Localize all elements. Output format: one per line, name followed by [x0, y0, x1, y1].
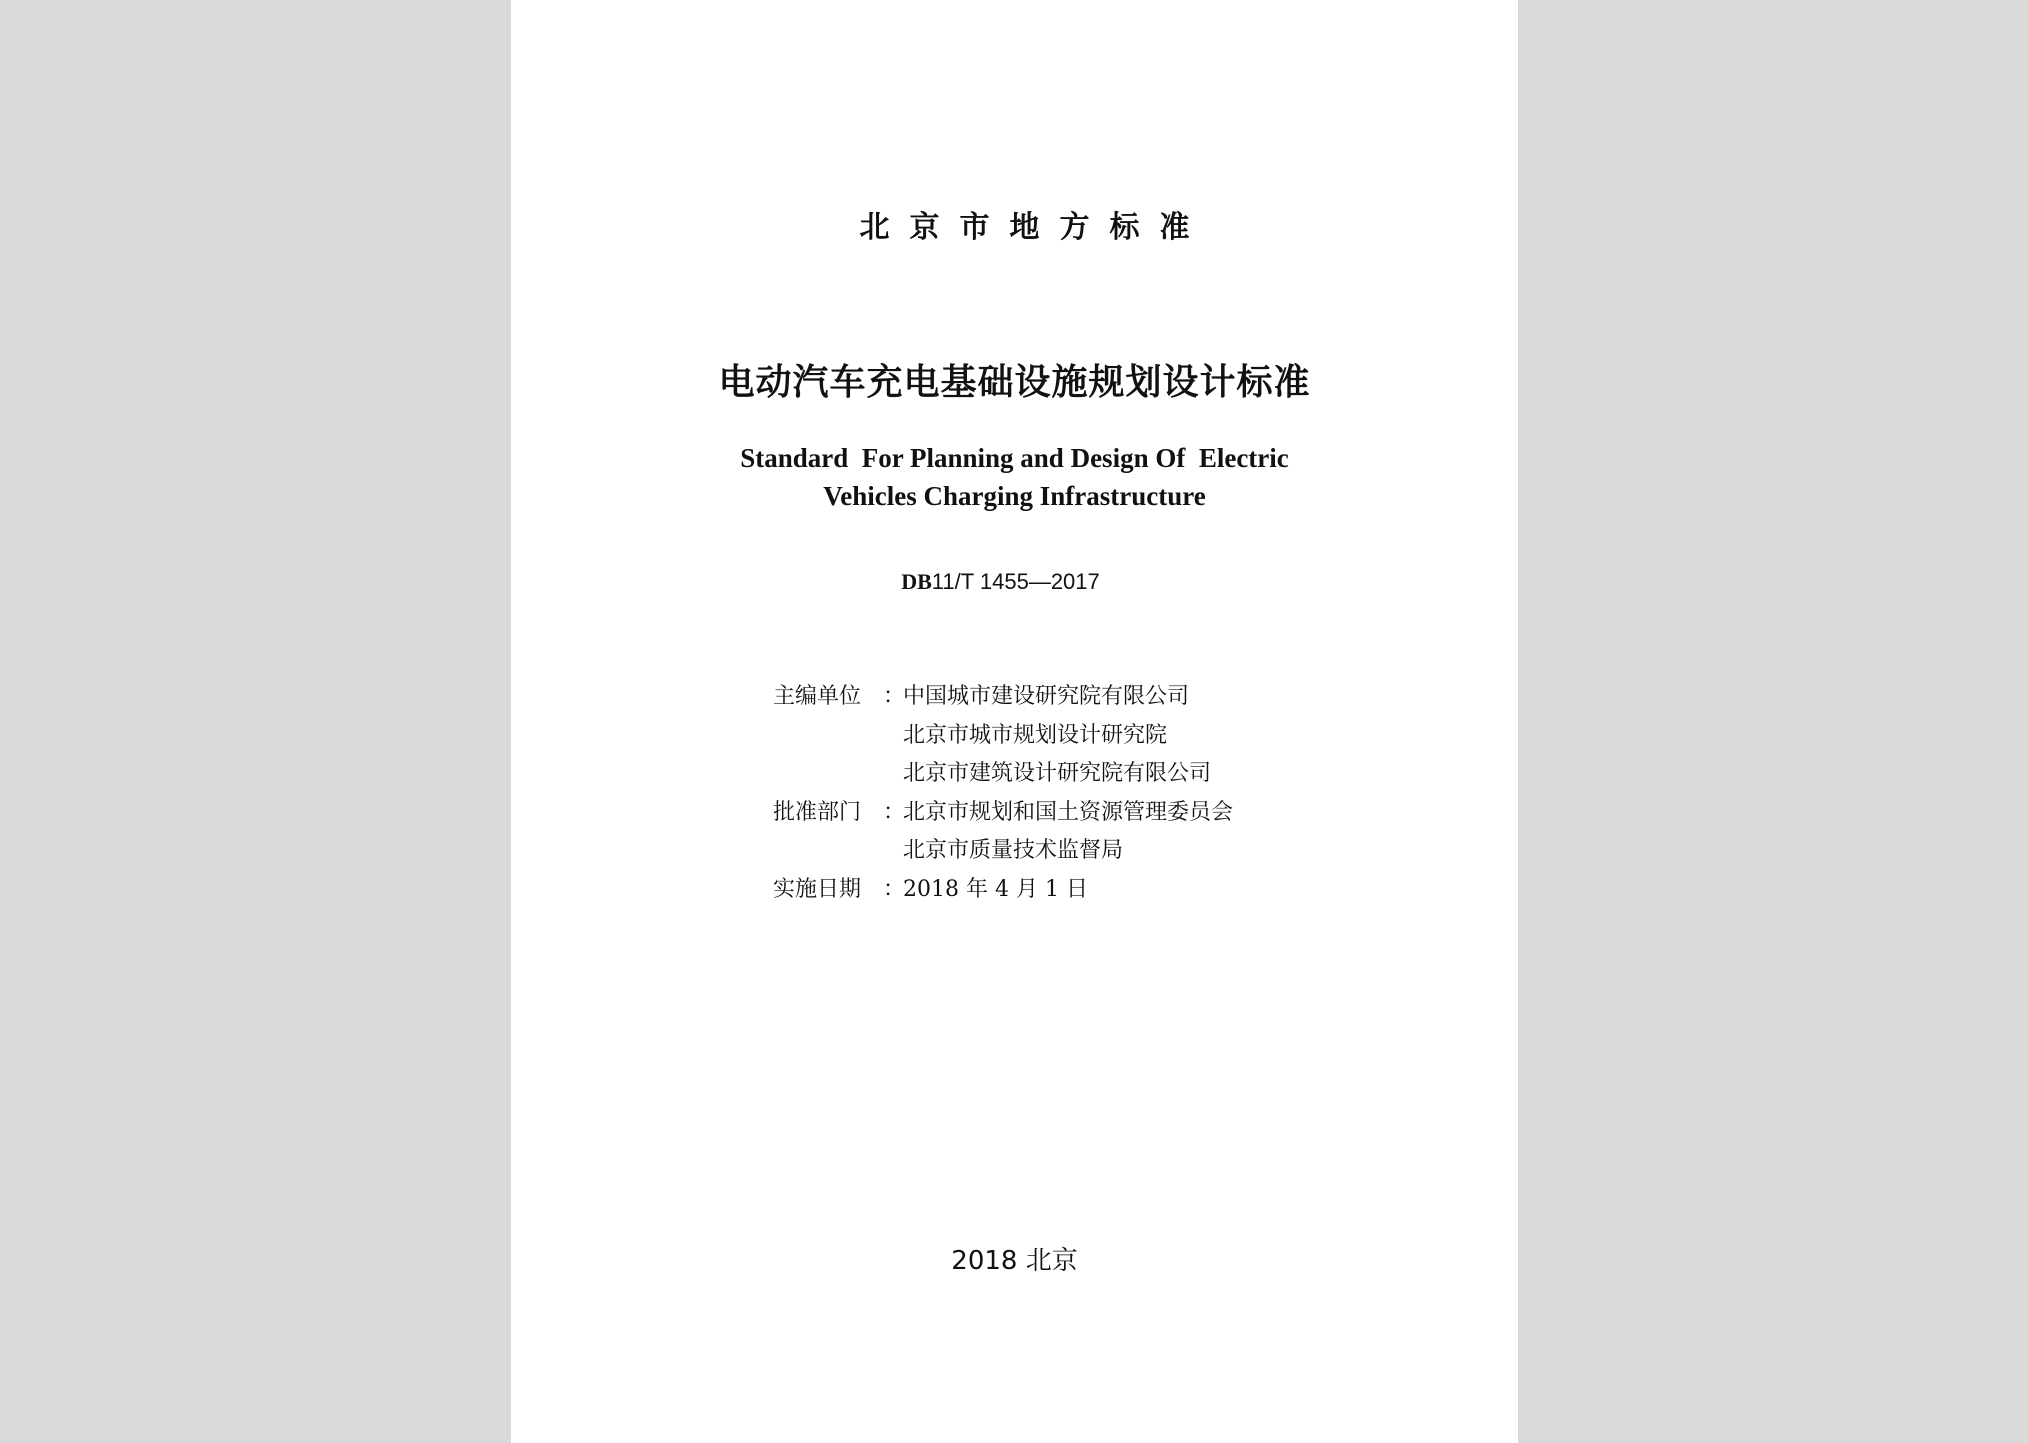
- editor-item: 北京市城市规划设计研究院: [903, 722, 1168, 748]
- info-row-editor-2: [773, 717, 1233, 756]
- date-value: 2018 年 4 月 1 日: [903, 876, 1088, 902]
- info-row-editors: [773, 678, 1233, 717]
- standard-code-prefix: DB: [901, 569, 932, 594]
- info-row-approver-2: [773, 832, 1233, 871]
- editor-item: 北京市建筑设计研究院有限公司: [903, 761, 1212, 786]
- footer-imprint: 2018 北京: [951, 1246, 1078, 1276]
- standard-code: [497, 569, 1504, 595]
- document-page: [511, 0, 1518, 1443]
- title-chinese: 电动汽车充电基础设施规划设计标准: [718, 362, 1311, 403]
- issuer-heading: 北京市地方标准: [859, 210, 1210, 245]
- approver-item: 北京市规划和国土资源管理委员会: [903, 799, 1234, 825]
- date-colon: ：: [883, 876, 906, 902]
- editors-label: 主编单位: [773, 684, 862, 709]
- editor-item: 中国城市建设研究院有限公司: [903, 684, 1190, 709]
- title-english-line-1: Standard For Planning and Design Of Electric: [740, 443, 1289, 473]
- info-row-approvers: [773, 794, 1233, 833]
- approver-item: 北京市质量技术监督局: [903, 838, 1124, 863]
- info-row-editor-3: [773, 755, 1233, 794]
- title-english-line-2: Vehicles Charging Infrastructure: [823, 481, 1206, 511]
- editors-colon: ：: [883, 684, 906, 709]
- approvers-colon: ：: [883, 799, 906, 825]
- approvers-label: 批准部门: [773, 799, 862, 825]
- title-english: [511, 439, 1518, 515]
- date-label: 实施日期: [773, 876, 862, 902]
- info-block: [773, 678, 1233, 909]
- standard-code-number: 11/T 1455—2017: [931, 569, 1100, 594]
- info-row-date: [773, 871, 1233, 910]
